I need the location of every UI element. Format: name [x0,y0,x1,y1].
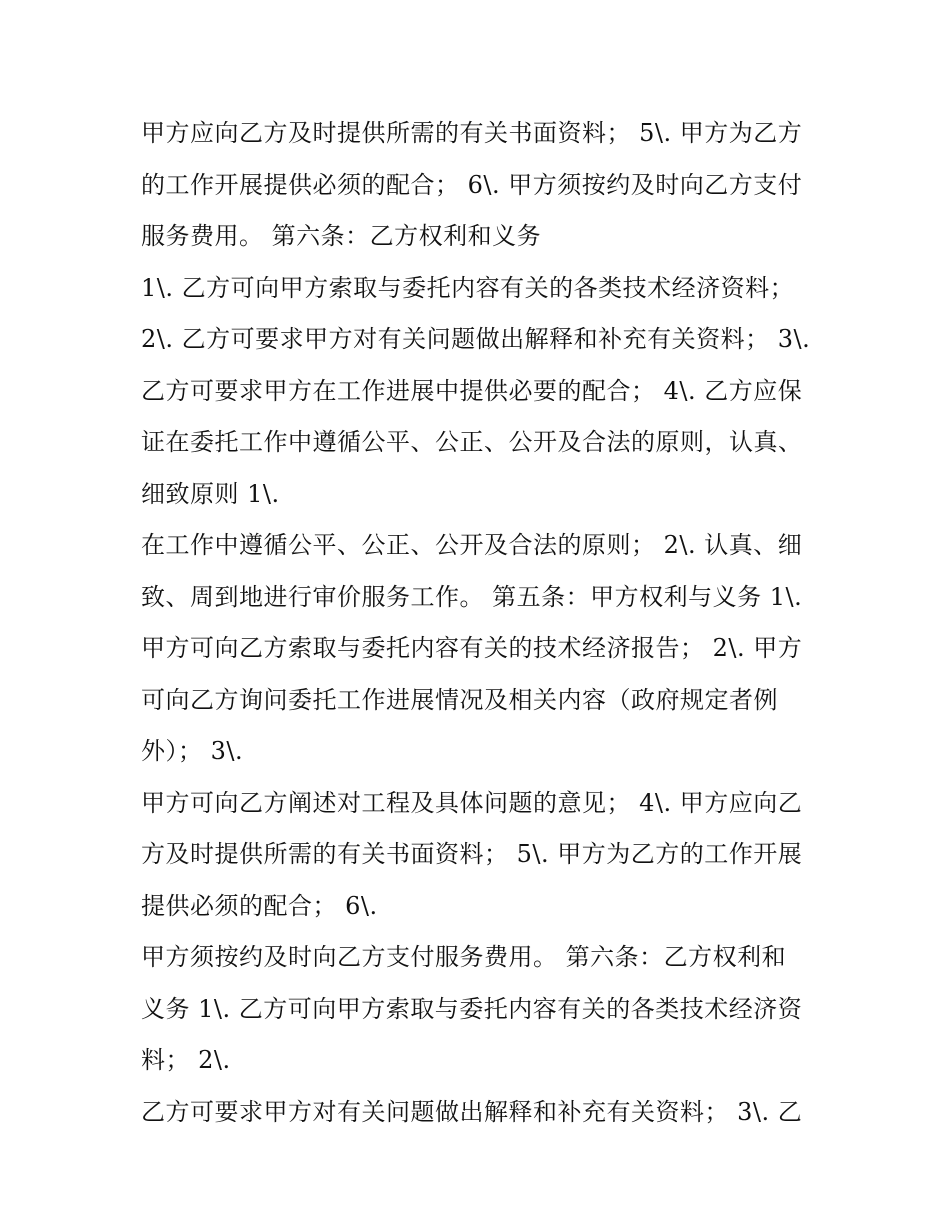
text-line: 可向乙方询问委托工作进展情况及相关内容（政府规定者例 [141,685,778,714]
text-line: 甲方须按约及时向乙方支付服务费用。 第六条：乙方权利和 [141,943,787,971]
text-line: 的工作开展提供必须的配合； 6\. 甲方须按约及时向乙方支付 [141,170,803,199]
text-line: 料； 2\. [141,1046,231,1074]
text-line: 甲方应向乙方及时提供所需的有关书面资料； 5\. 甲方为乙方 [141,119,803,147]
text-line: 方及时提供所需的有关书面资料； 5\. 甲方为乙方的工作开展 [141,840,803,868]
text-line: 甲方可向乙方索取与委托内容有关的技术经济报告； 2\. 甲方 [141,634,803,662]
text-line: 在工作中遵循公平、公正、公开及合法的原则； 2\. 认真、细 [141,531,803,559]
text-line: 致、周到地进行审价服务工作。 第五条：甲方权利与义务 1\. [141,582,803,611]
text-line: 2\. 乙方可要求甲方对有关问题做出解释和补充有关资料； 3\. [141,325,811,353]
text-line: 外）； 3\. [141,737,244,765]
text-line: 甲方可向乙方阐述对工程及具体问题的意见； 4\. 甲方应向乙 [141,788,803,817]
document-body [141,108,831,1138]
text-line: 乙方可要求甲方在工作进展中提供必要的配合； 4\. 乙方应保 [141,376,803,405]
text-line: 1\. 乙方可向甲方索取与委托内容有关的各类技术经济资料； [141,273,795,302]
text-line: 乙方可要求甲方对有关问题做出解释和补充有关资料； 3\. 乙 [141,1097,803,1126]
text-line: 细致原则 1\. [141,479,280,508]
text-line: 提供必须的配合； 6\. [141,891,378,920]
text-line: 证在委托工作中遵循公平、公正、公开及合法的原则，认真、 [141,428,803,456]
text-line: 服务费用。 第六条：乙方权利和义务 [141,222,542,250]
text-line: 义务 1\. 乙方可向甲方索取与委托内容有关的各类技术经济资 [141,994,803,1023]
